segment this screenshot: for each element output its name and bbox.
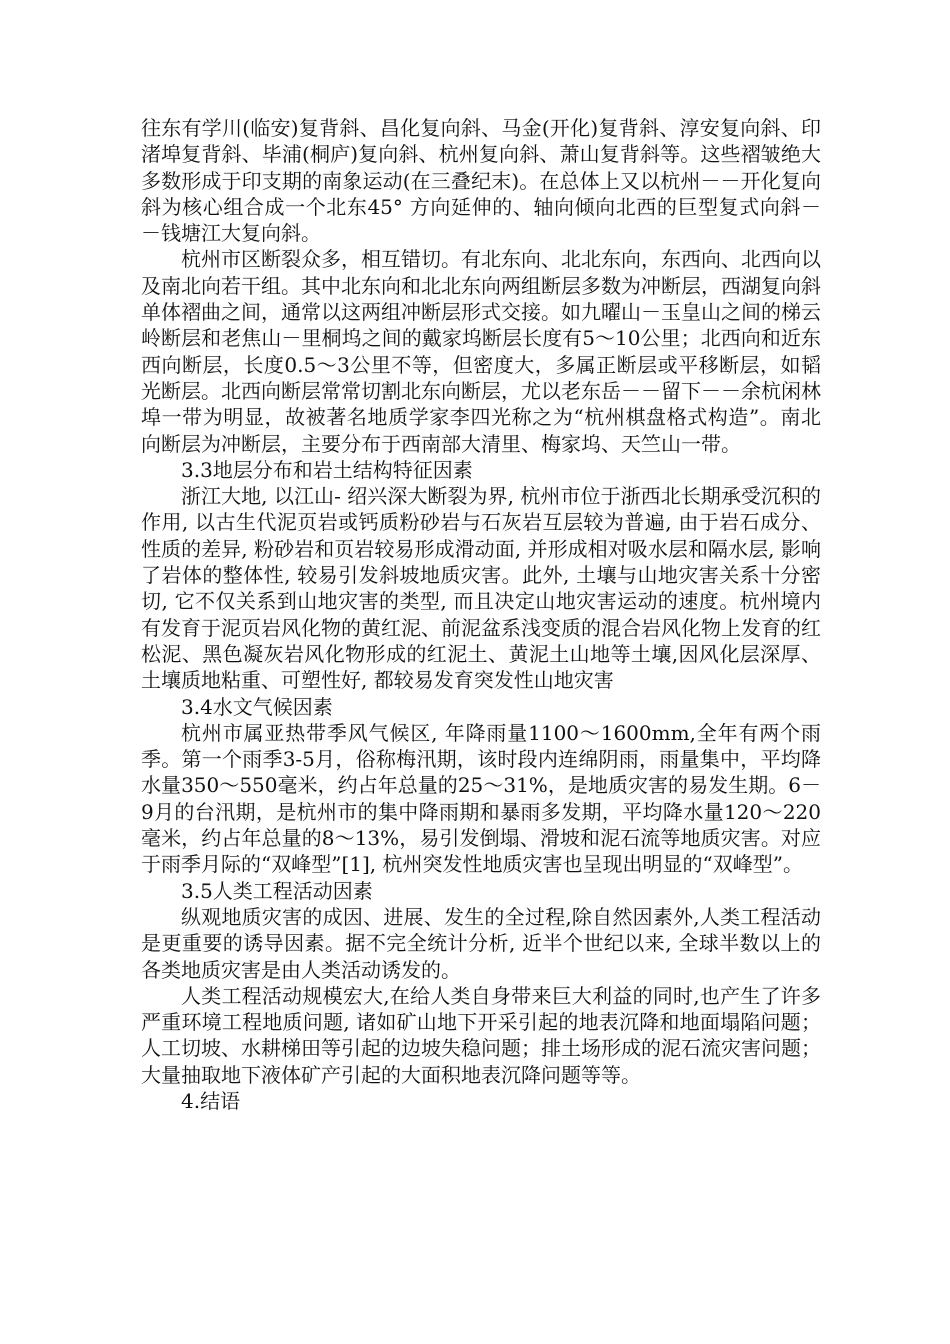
section-heading-4: 4.结语	[181, 1088, 241, 1113]
paragraph-climate: 杭州市属亚热带季风气候区, 年降雨量1100～1600mm,全年有两个雨季。第一个雨季3-5月，俗称梅汛期，该时段内连绵阴雨，雨量集中，平均降水量350～550毫米，约占年总量的25～31%，是地质灾害的易发生期。6－9月的台汛期，是杭州市的集中降雨期和暴雨多发期，平均降水量120～220毫米，约占年总量的8～13%，易引发倒塌、滑坡和泥石流等地质灾害。对应于雨季月际的“双峰型”[1], 杭州突发性地质灾害也呈现出明显的“双峰型”。	[141, 720, 821, 877]
paragraph-faults: 杭州市区断裂众多，相互错切。有北东向、北北东向，东西向、北西向以及南北向若干组。其中北东向和北北东向两组断层多数为冲断层，西湖复向斜单体褶曲之间，通常以这两组冲断层形式交接。如九曜山－玉皇山之间的梯云岭断层和老焦山－里桐坞之间的戴家坞断层长度有5～10公里；北西向和近东西向断层，长度0.5～3公里不等，但密度大，多属正断层或平移断层，如韬光断层。北西向断层常常切割北东向断层，尤以老东岳－－留下－－余杭闲林埠一带为明显，故被著名地质学家李四光称之为“杭州棋盘格式构造”。南北向断层为冲断层，主要分布于西南部大清里、梅家坞、天竺山一带。	[141, 247, 821, 456]
section-heading-3-3: 3.3地层分布和岩土结构特征因素	[181, 457, 473, 482]
paragraph-strata: 浙江大地, 以江山- 绍兴深大断裂为界, 杭州市位于浙西北长期承受沉积的作用, 以古生代泥页岩或钙质粉砂岩与石灰岩互层较为普遍, 由于岩石成分、性质的差异, 粉砂岩和页岩较易形成滑动面, 并形成相对吸水层和隔水层, 影响了岩体的整体性, 较易引发斜坡地质灾害。此外, 土壤与山地灾害关系十分密切, 它不仅关系到山地灾害的类型, 而且决定山地灾害运动的速度。杭州境内有发育于泥页岩风化物的黄红泥、前泥盆系浅变质的混合岩风化物上发育的红松泥、黑色凝灰岩风化物形成的红泥土、黄泥土山地等土壤,因风化层深厚、土壤质地粘重、可塑性好, 都较易发育突发性山地灾害	[141, 484, 821, 693]
section-heading-3-5: 3.5人类工程活动因素	[181, 878, 373, 903]
paragraph-folds: 往东有学川(临安)复背斜、昌化复向斜、马金(开化)复背斜、淳安复向斜、印渚埠复背斜、毕浦(桐庐)复向斜、杭州复向斜、萧山复背斜等。这些褶皱绝大多数形成于印支期的南象运动(在三叠纪末)。在总体上又以杭州－－开化复向斜为核心组合成一个北东45° 方向延伸的、轴向倾向北西的巨型复式向斜－－钱塘江大复向斜。	[141, 116, 821, 246]
paragraph-human-activity-1: 纵观地质灾害的成因、进展、发生的全过程,除自然因素外,人类工程活动是更重要的诱导因素。据不完全统计分析, 近半个世纪以来, 全球半数以上的各类地质灾害是由人类活动诱发的。	[141, 904, 821, 982]
section-heading-3-4: 3.4水文气候因素	[181, 694, 333, 719]
document-page	[141, 115, 821, 1114]
paragraph-human-activity-2: 人类工程活动规模宏大,在给人类自身带来巨大利益的同时,也产生了许多严重环境工程地质问题, 诸如矿山地下开采引起的地表沉降和地面塌陷问题；人工切坡、水耕梯田等引起的边坡失稳问题；排土场形成的泥石流灾害问题；大量抽取地下液体矿产引起的大面积地表沉降问题等等。	[141, 983, 821, 1087]
